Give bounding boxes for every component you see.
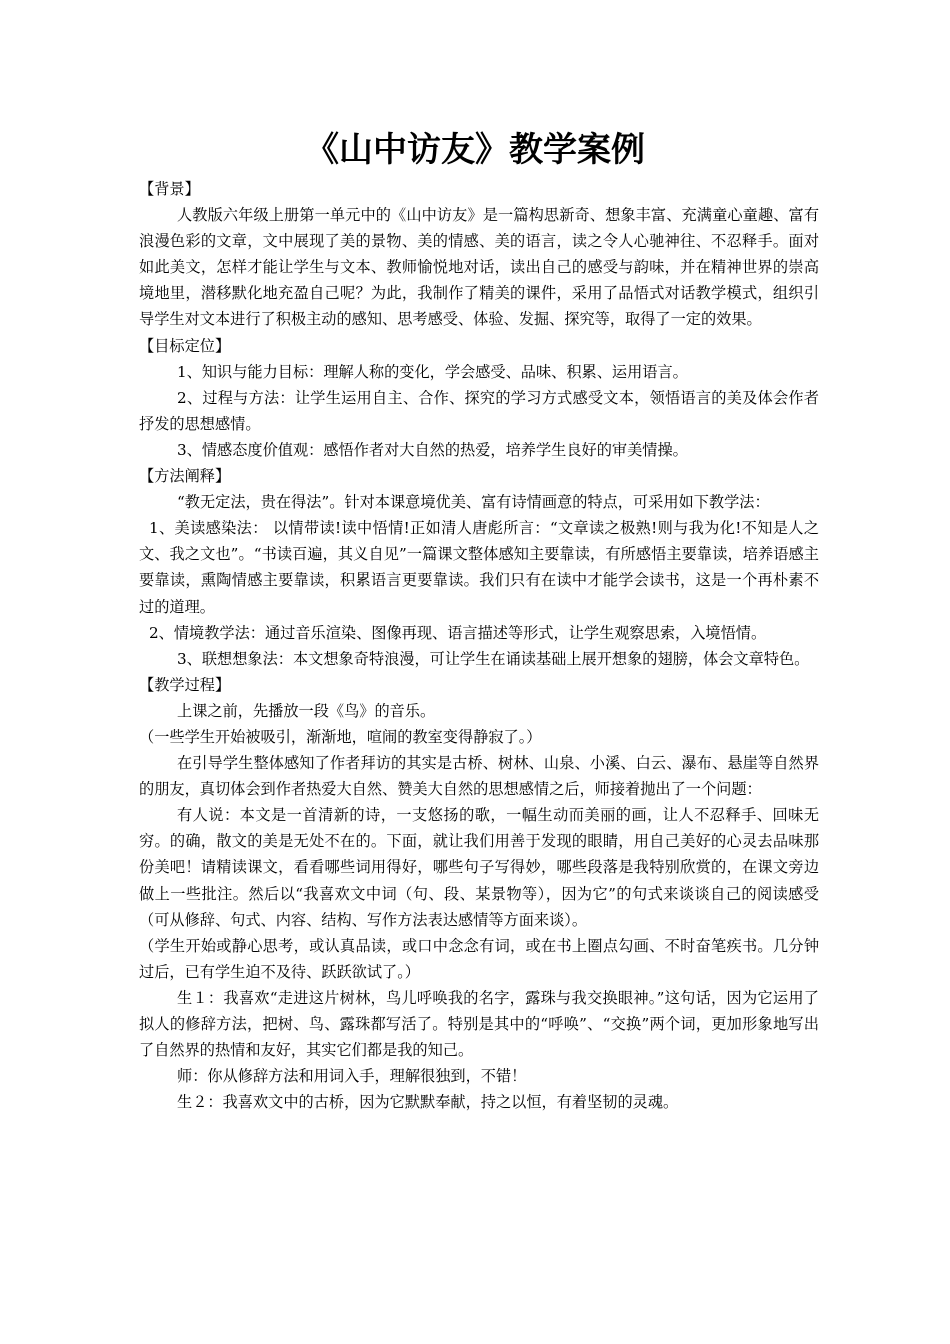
background-paragraph: 人教版六年级上册第一单元中的《山中访友》是一篇构思新奇、想象丰富、充满童心童趣、富有浪漫色彩的文章，文中展现了美的景物、美的情感、美的语言，读之令人心驰神往、不忍释手。面对如此美文，怎样才能让学生与文本、教师愉悦地对话，读出自己的感受与韵味，并在精神世界的崇高境地里，潜移默化地充盈自己呢？为此，我制作了精美的课件，采用了品悟式对话教学模式，组织引导学生对文本进行了积极主动的感知、思考感受、体验、发掘、探究等，取得了一定的效果。 <box>139 206 819 329</box>
goal-item-3: 3、情感态度价值观：感悟作者对大自然的热爱，培养学生良好的审美情操。 <box>177 440 688 459</box>
section-heading-process: 【教学过程】 <box>139 675 231 694</box>
section-heading-methods: 【方法阐释】 <box>139 467 231 486</box>
process-paragraph-8: 生２：我喜欢文中的古桥，因为它默默奉献，持之以恒，有着坚韧的灵魂。 <box>177 1093 679 1112</box>
method-item-1: 1、美读感染法： 以情带读!读中悟情!正如清人唐彪所言：“文章读之极熟!则与我为化!不知是人之文、我之文也”。“书读百遍，其义自见”一篇课文整体感知主要靠读，有所感悟主要靠读，培养语感主要靠读，熏陶情感主要靠读，积累语言更要靠读。我们只有在读中才能学会读书，这是一个再朴素不过的道理。 <box>139 519 819 616</box>
method-item-3: 3、联想想象法：本文想象奇特浪漫，可让学生在诵读基础上展开想象的翅膀，体会文章特色。 <box>177 649 810 668</box>
document-body <box>139 176 819 1115</box>
process-paragraph-3: 在引导学生整体感知了作者拜访的其实是古桥、树林、山泉、小溪、白云、瀑布、悬崖等自然界的朋友，真切体会到作者热爱大自然、赞美大自然的思想感情之后，师接着抛出了一个问题： <box>139 754 819 799</box>
goal-item-1: 1、知识与能力目标：理解人称的变化，学会感受、品味、积累、运用语言。 <box>177 362 688 381</box>
methods-intro: “教无定法，贵在得法”。针对本课意境优美、富有诗情画意的特点，可采用如下教学法： <box>177 493 770 512</box>
process-paragraph-1: 上课之前，先播放一段《鸟》的音乐。 <box>177 701 436 720</box>
goal-item-2: 2、过程与方法：让学生运用自主、合作、探究的学习方式感受文本，领悟语言的美及体会作者抒发的思想感情。 <box>139 388 819 433</box>
process-paragraph-6: 生１：我喜欢“走进这片树林，鸟儿呼唤我的名字，露珠与我交换眼神。”这句话，因为它运用了拟人的修辞方法，把树、鸟、露珠都写活了。特别是其中的“呼唤”、“交换”两个词，更加形象地写出了自然界的热情和友好，其实它们都是我的知己。 <box>139 988 819 1060</box>
section-heading-background: 【背景】 <box>139 180 200 198</box>
process-paragraph-2: （一些学生开始被吸引，渐渐地，喧闹的教室变得静寂了。） <box>139 727 542 746</box>
section-heading-goals: 【目标定位】 <box>139 336 231 355</box>
process-paragraph-4: 有人说：本文是一首清新的诗，一支悠扬的歌，一幅生动而美丽的画，让人不忍释手、回味无穷。的确，散文的美是无处不在的。下面，就让我们用善于发现的眼睛，用自己美好的心灵去品味那份美吧！请精读课文，看看哪些词用得好，哪些句子写得妙，哪些段落是我特别欣赏的，在课文旁边做上一些批注。然后以“我喜欢文中词（句、段、某景物等），因为它”的句式来谈谈自己的阅读感受（可从修辞、句式、内容、结构、写作方法表达感情等方面来谈）。 <box>139 806 819 929</box>
method-item-2: 2、情境教学法：通过音乐渲染、图像再现、语言描述等形式，让学生观察思索，入境悟情。 <box>149 623 767 642</box>
process-paragraph-5: （学生开始或静心思考，或认真品读，或口中念念有词，或在书上圈点勾画、不时奋笔疾书。几分钟过后，已有学生迫不及待、跃跃欲试了。） <box>139 936 819 981</box>
document-title: 《山中访友》教学案例 <box>305 130 645 170</box>
process-paragraph-7: 师：你从修辞方法和用词入手，理解很独到，不错！ <box>177 1067 527 1086</box>
